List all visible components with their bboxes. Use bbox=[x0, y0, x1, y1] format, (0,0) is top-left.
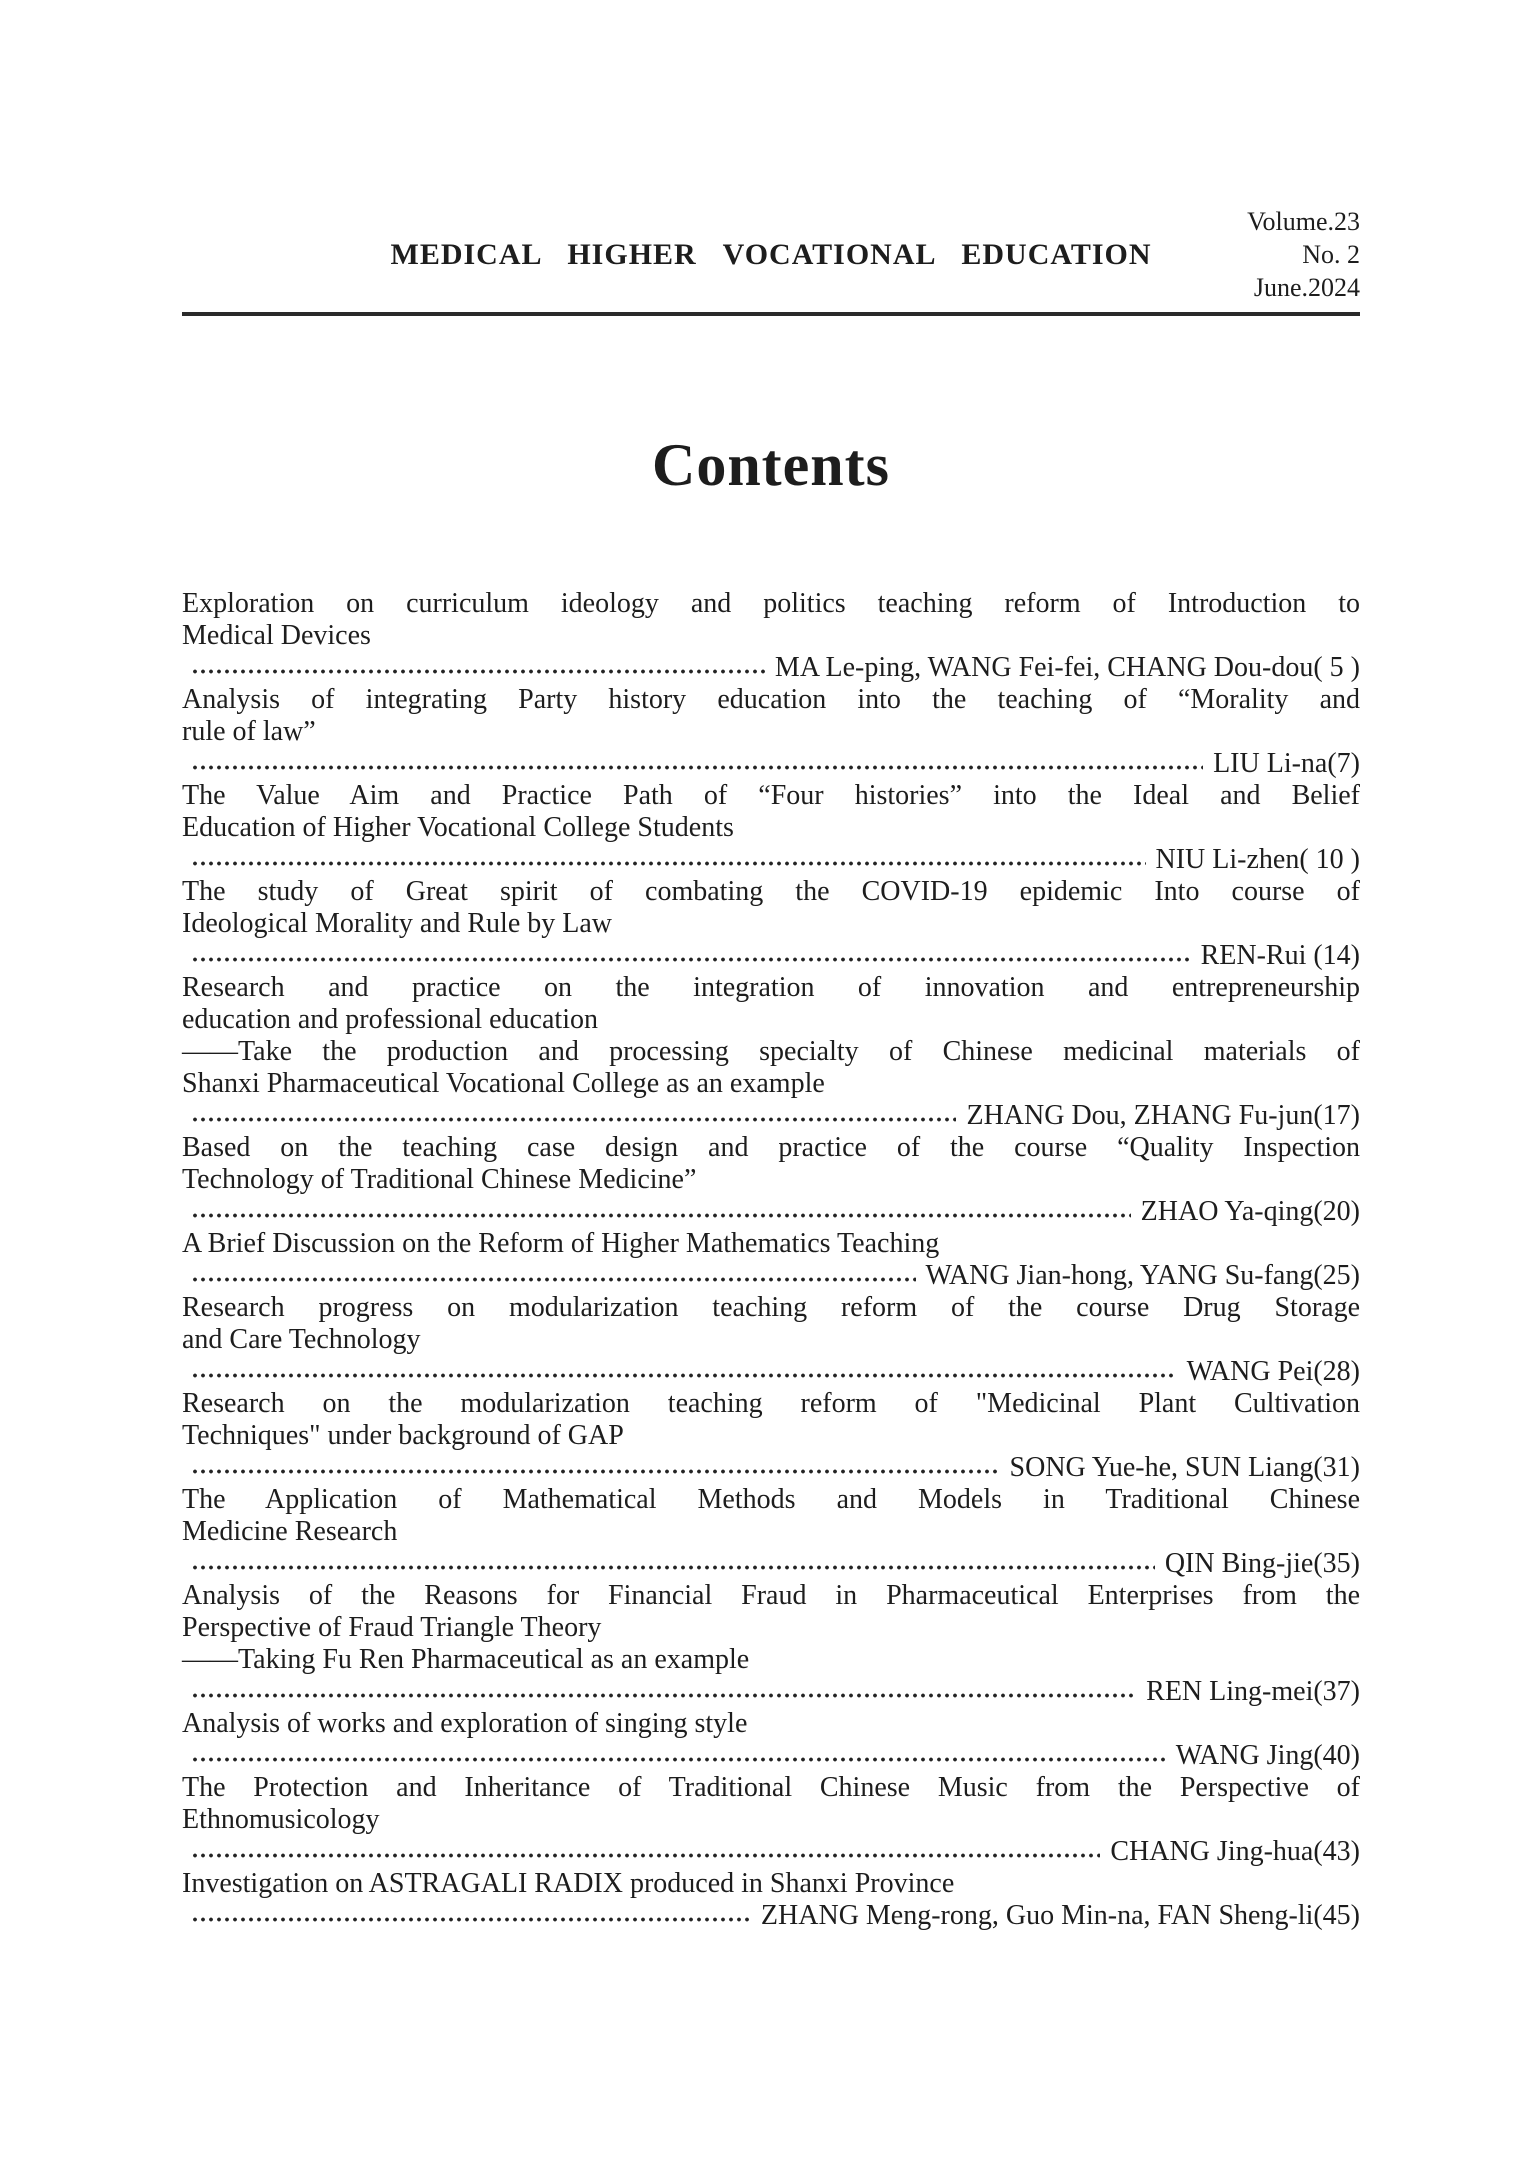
article-authors-page: WANG Jing(40) bbox=[1175, 1740, 1360, 1771]
dot-leader bbox=[191, 1465, 1000, 1478]
issue-number-label: No. 2 bbox=[1302, 240, 1360, 269]
article-title-line: education and professional education bbox=[182, 1004, 598, 1035]
dot-leader bbox=[191, 1689, 1136, 1702]
dot-leader bbox=[191, 857, 1146, 870]
toc-entry bbox=[182, 1484, 1360, 1580]
article-title-line: ——Take the production and processing specialty of Chinese medicinal materials of bbox=[182, 1036, 1360, 1067]
article-title-line: Investigation on ASTRAGALI RADIX produced in Shanxi Province bbox=[182, 1868, 955, 1899]
article-title-line: Exploration on curriculum ideology and politics teaching reform of Introduction to bbox=[182, 588, 1360, 619]
article-byline-row bbox=[182, 1836, 1360, 1868]
toc-entry bbox=[182, 1388, 1360, 1484]
issue-date-label: June.2024 bbox=[1253, 273, 1360, 302]
article-title-line: The Protection and Inheritance of Traditional Chinese Music from the Perspective of bbox=[182, 1772, 1360, 1803]
article-title-line: The Value Aim and Practice Path of “Four histories” into the Ideal and Belief bbox=[182, 780, 1360, 811]
article-title-line: and Care Technology bbox=[182, 1324, 421, 1355]
article-authors-page: ZHANG Meng-rong, Guo Min-na, FAN Sheng-li(45) bbox=[760, 1900, 1360, 1931]
article-byline-row bbox=[182, 1452, 1360, 1484]
article-authors-page: REN-Rui (14) bbox=[1200, 940, 1360, 971]
article-title-line: Technology of Traditional Chinese Medicine” bbox=[182, 1164, 697, 1195]
article-title-line: ——Taking Fu Ren Pharmaceutical as an example bbox=[182, 1644, 750, 1675]
article-authors-page: QIN Bing-jie(35) bbox=[1164, 1548, 1360, 1579]
dot-leader bbox=[191, 1369, 1177, 1382]
dot-leader bbox=[191, 1561, 1155, 1574]
article-title-line: Research on the modularization teaching reform of "Medicinal Plant Cultivation bbox=[182, 1388, 1360, 1419]
page-title: Contents bbox=[651, 432, 890, 498]
article-byline-row bbox=[182, 844, 1360, 876]
article-title-line: Perspective of Fraud Triangle Theory bbox=[182, 1612, 602, 1643]
dot-leader bbox=[191, 1849, 1100, 1862]
article-byline-row bbox=[182, 1900, 1360, 1932]
dot-leader bbox=[191, 1913, 751, 1926]
dot-leader bbox=[191, 665, 765, 678]
toc-list bbox=[182, 588, 1360, 1932]
toc-entry bbox=[182, 1708, 1360, 1772]
article-title-line: Research progress on modularization teaching reform of the course Drug Storage bbox=[182, 1292, 1360, 1323]
article-authors-page: WANG Pei(28) bbox=[1186, 1356, 1360, 1387]
article-byline-row bbox=[182, 1548, 1360, 1580]
dot-leader bbox=[191, 1753, 1166, 1766]
article-authors-page: CHANG Jing-hua(43) bbox=[1110, 1836, 1360, 1867]
dot-leader bbox=[191, 1113, 956, 1126]
article-byline-row bbox=[182, 652, 1360, 684]
masthead bbox=[182, 0, 1360, 316]
article-byline-row bbox=[182, 1196, 1360, 1228]
article-authors-page: SONG Yue-he, SUN Liang(31) bbox=[1009, 1452, 1360, 1483]
article-title-line: Based on the teaching case design and practice of the course “Quality Inspection bbox=[182, 1132, 1360, 1163]
toc-entry bbox=[182, 1580, 1360, 1708]
toc-entry bbox=[182, 1228, 1360, 1292]
article-authors-page: WANG Jian-hong, YANG Su-fang(25) bbox=[925, 1260, 1360, 1291]
volume-label: Volume.23 bbox=[1247, 207, 1360, 236]
article-title-line: Research and practice on the integration of innovation and entrepreneurship bbox=[182, 972, 1360, 1003]
dot-leader bbox=[191, 1209, 1131, 1222]
article-title-line: Analysis of works and exploration of singing style bbox=[182, 1708, 748, 1739]
toc-entry bbox=[182, 1132, 1360, 1228]
article-title-line: Techniques" under background of GAP bbox=[182, 1420, 624, 1451]
dot-leader bbox=[191, 761, 1203, 774]
article-authors-page: REN Ling-mei(37) bbox=[1146, 1676, 1360, 1707]
article-title-line: Analysis of integrating Party history education into the teaching of “Morality and bbox=[182, 684, 1360, 715]
article-title-line: rule of law” bbox=[182, 716, 316, 747]
article-title-line: Shanxi Pharmaceutical Vocational College as an example bbox=[182, 1068, 825, 1099]
toc-entry bbox=[182, 1292, 1360, 1388]
article-title-line: A Brief Discussion on the Reform of Higher Mathematics Teaching bbox=[182, 1228, 940, 1259]
article-title-line: Education of Higher Vocational College Students bbox=[182, 812, 734, 843]
article-authors-page: LIU Li-na(7) bbox=[1213, 748, 1360, 779]
toc-entry bbox=[182, 588, 1360, 684]
dot-leader bbox=[191, 953, 1191, 966]
toc-entry bbox=[182, 1772, 1360, 1868]
article-title-line: The Application of Mathematical Methods and Models in Traditional Chinese bbox=[182, 1484, 1360, 1515]
article-byline-row bbox=[182, 940, 1360, 972]
article-byline-row bbox=[182, 1260, 1360, 1292]
article-byline-row bbox=[182, 1100, 1360, 1132]
article-title-line: The study of Great spirit of combating the COVID-19 epidemic Into course of bbox=[182, 876, 1360, 907]
article-byline-row bbox=[182, 1676, 1360, 1708]
toc-entry bbox=[182, 780, 1360, 876]
article-authors-page: NIU Li-zhen( 10 ) bbox=[1155, 844, 1360, 875]
article-title-line: Analysis of the Reasons for Financial Fraud in Pharmaceutical Enterprises from the bbox=[182, 1580, 1360, 1611]
article-byline-row bbox=[182, 748, 1360, 780]
article-byline-row bbox=[182, 1740, 1360, 1772]
toc-entry bbox=[182, 1868, 1360, 1932]
toc-entry bbox=[182, 972, 1360, 1132]
article-byline-row bbox=[182, 1356, 1360, 1388]
issue-block bbox=[1152, 205, 1361, 304]
journal-title: MEDICAL HIGHER VOCATIONAL EDUCATION bbox=[390, 237, 1152, 271]
article-title-line: Medical Devices bbox=[182, 620, 371, 651]
article-authors-page: MA Le-ping, WANG Fei-fei, CHANG Dou-dou( 5 ) bbox=[774, 652, 1360, 683]
toc-entry bbox=[182, 876, 1360, 972]
toc-entry bbox=[182, 684, 1360, 780]
article-authors-page: ZHAO Ya-qing(20) bbox=[1140, 1196, 1360, 1227]
article-title-line: Ideological Morality and Rule by Law bbox=[182, 908, 612, 939]
article-title-line: Ethnomusicology bbox=[182, 1804, 380, 1835]
article-title-line: Medicine Research bbox=[182, 1516, 398, 1547]
dot-leader bbox=[191, 1273, 916, 1286]
article-authors-page: ZHANG Dou, ZHANG Fu-jun(17) bbox=[966, 1100, 1360, 1131]
